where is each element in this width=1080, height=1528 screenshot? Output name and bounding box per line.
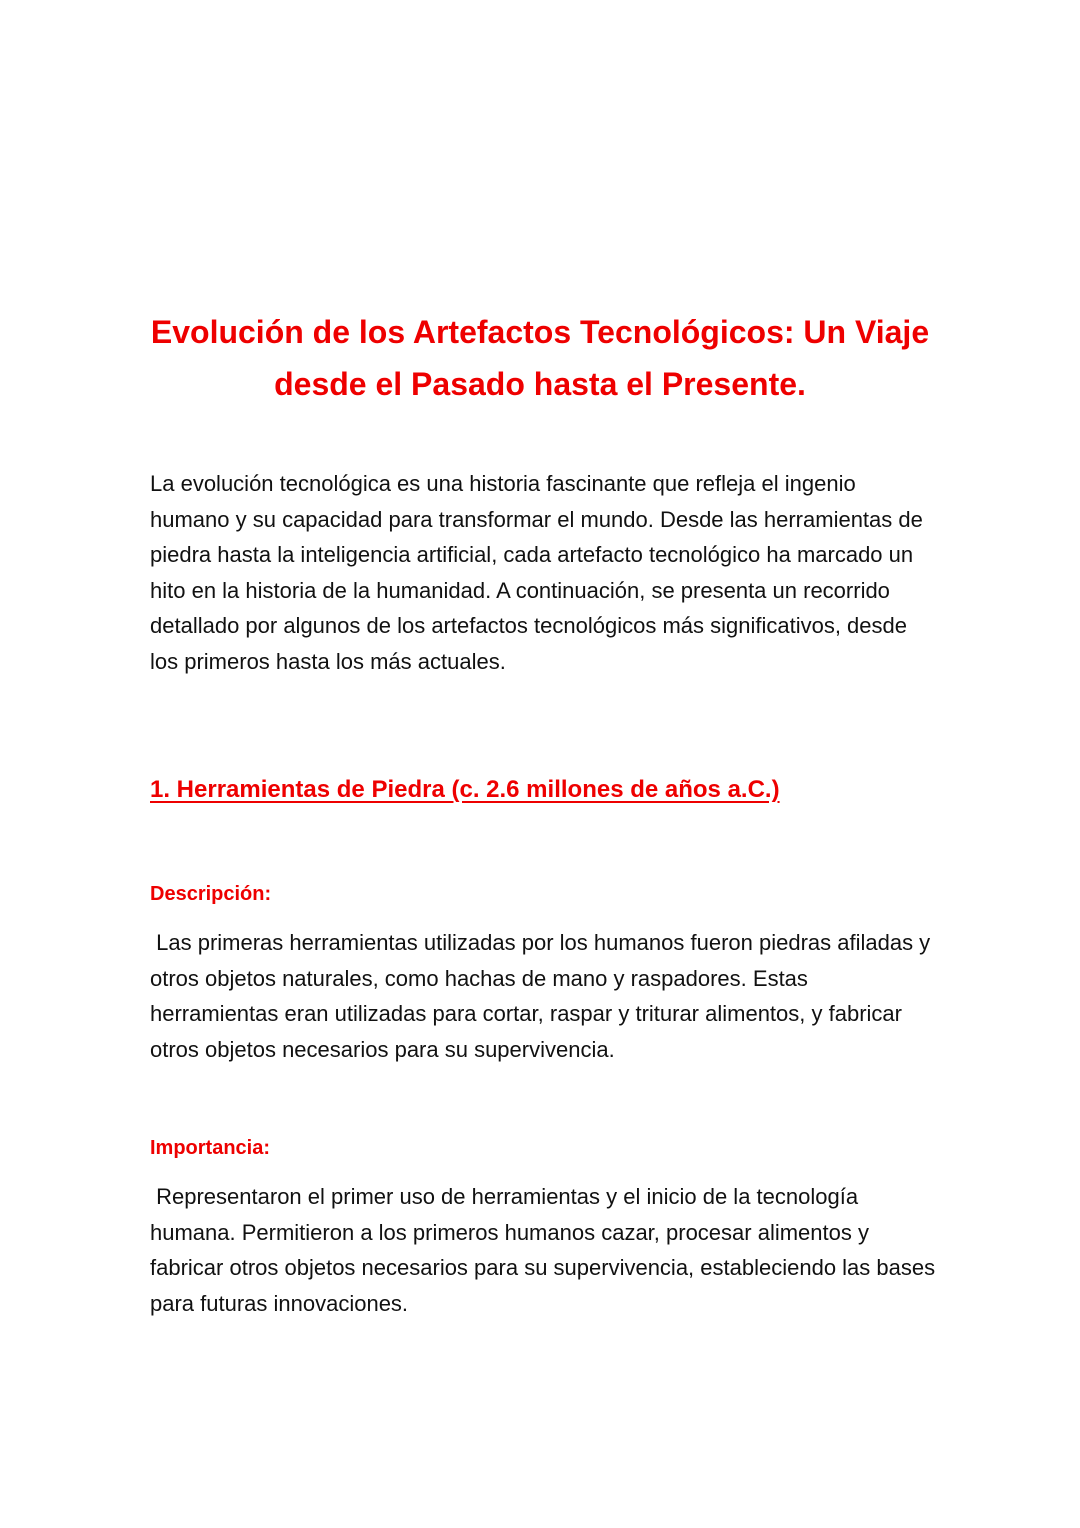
importance-label: Importancia: — [150, 1137, 271, 1159]
importance-paragraph: Representaron el primer uso de herramientas y el inicio de la tecnología humana. Permitieron a los primeros humanos cazar, procesar alimentos y fabricar otros objetos necesarios para su supervivencia, estableciendo las bases para futuras innovaciones. — [150, 1184, 942, 1316]
section-heading-stone-tools: 1. Herramientas de Piedra (c. 2.6 millones de años a.C.) — [150, 776, 780, 803]
description-label: Descripción: — [150, 883, 272, 905]
description-paragraph: Las primeras herramientas utilizadas por los humanos fueron piedras afiladas y otros objetos naturales, como hachas de mano y raspadores. Estas herramientas eran utilizadas para cortar, raspar y triturar alimentos, y fabricar otros objetos necesarios para su supervivencia. — [150, 930, 937, 1062]
intro-paragraph: La evolución tecnológica es una historia fascinante que refleja el ingenio humano y su capacidad para transformar el mundo. Desde las herramientas de piedra hasta la inteligencia artificial, cada artefacto tecnológico ha marcado un hito en la historia de la humanidad. A continuación, se presenta un recorrido detallado por algunos de los artefactos tecnológicos más significativos, desde los primeros hasta los más actuales. — [150, 471, 923, 674]
document-title: Evolución de los Artefactos Tecnológicos: Un Viaje desde el Pasado hasta el Presente. — [150, 314, 930, 402]
